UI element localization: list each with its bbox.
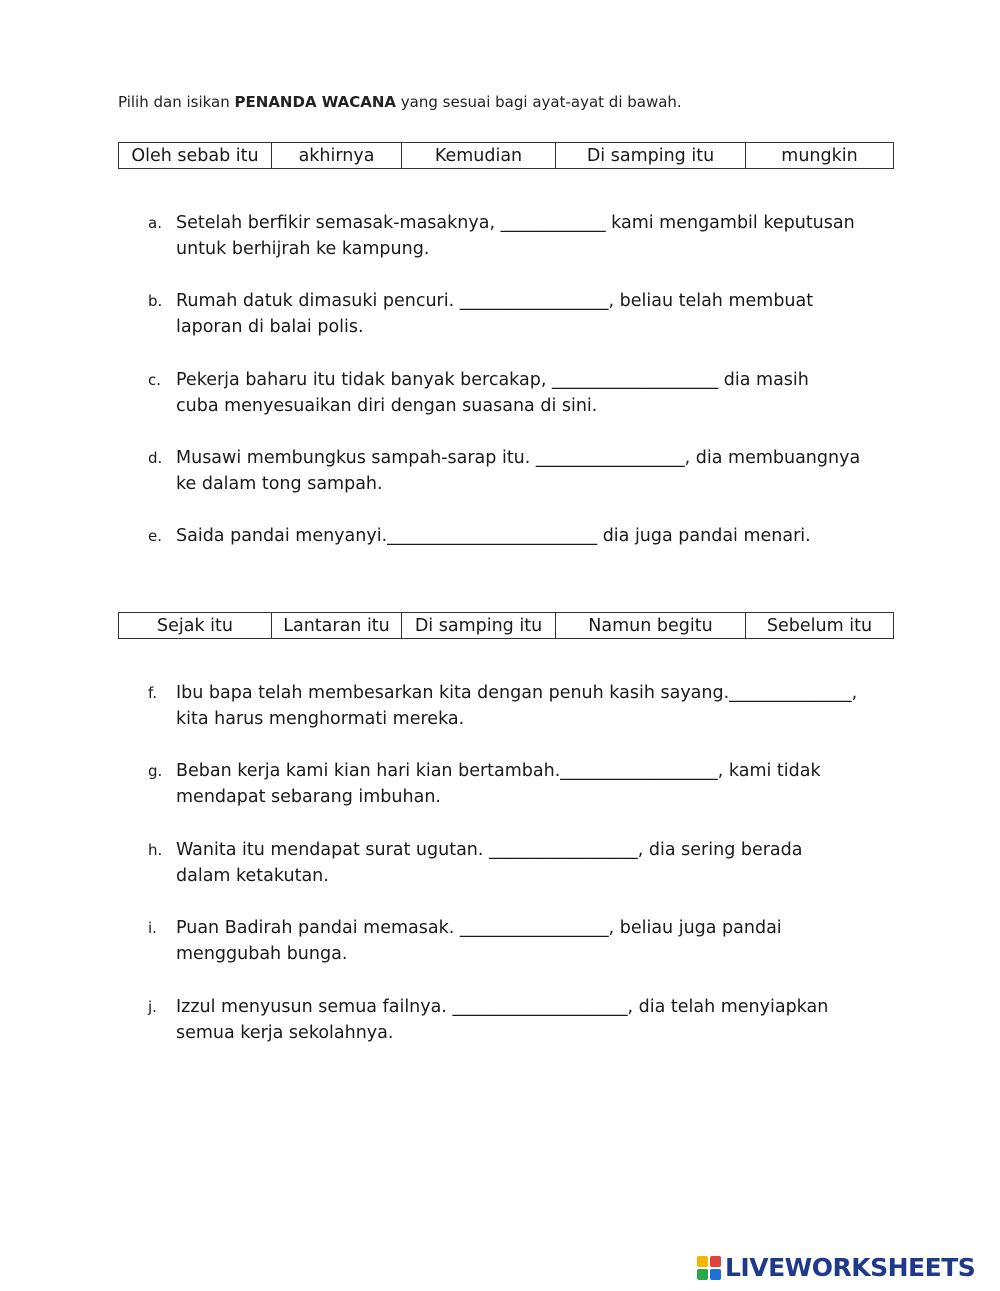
question-line: untuk berhijrah ke kampung. [176, 239, 430, 259]
question-line: kita harus menghormati mereka. [176, 709, 465, 729]
question-letter: e. [148, 527, 162, 545]
logo-block [697, 1269, 708, 1280]
word-bank-cell: Kemudian [402, 143, 556, 169]
instruction-text [118, 93, 682, 111]
word-bank-cell: Oleh sebab itu [119, 143, 272, 169]
question-letter: f. [148, 684, 157, 702]
question-line: Ibu bapa telah membesarkan kita dengan penuh kasih sayang.______________, [176, 683, 858, 703]
question-line: Rumah datuk dimasuki pencuri. _________________, beliau telah membuat [176, 291, 814, 311]
question-line: Saida pandai menyanyi.________________________ dia juga pandai menari. [176, 526, 811, 546]
question-d [148, 445, 908, 497]
logo-block [697, 1256, 708, 1267]
instruction-keyword: PENANDA WACANA [234, 93, 397, 111]
word-bank-cell: Sejak itu [119, 613, 272, 639]
question-line: Musawi membungkus sampah-sarap itu. _________________, dia membuangnya [176, 448, 861, 468]
liveworksheets-logo [697, 1253, 975, 1282]
question-letter: b. [148, 292, 163, 310]
logo-blocks-icon [697, 1256, 721, 1280]
word-bank-cell: Di samping itu [402, 613, 556, 639]
question-h [148, 837, 908, 889]
question-j [148, 994, 908, 1046]
word-bank-cell: Sebelum itu [746, 613, 894, 639]
question-line: dalam ketakutan. [176, 866, 329, 886]
word-bank-cell: Namun begitu [556, 613, 746, 639]
question-line: cuba menyesuaikan diri dengan suasana di sini. [176, 396, 598, 416]
word-bank-cell: mungkin [746, 143, 894, 169]
question-line: Puan Badirah pandai memasak. _________________, beliau juga pandai [176, 918, 782, 938]
question-line: Izzul menyusun semua failnya. ____________________, dia telah menyiapkan [176, 997, 829, 1017]
question-letter: g. [148, 762, 163, 780]
question-g [148, 758, 908, 810]
question-f [148, 680, 908, 732]
logo-block [710, 1256, 721, 1267]
question-letter: h. [148, 841, 163, 859]
logo-text: LIVEWORKSHEETS [725, 1253, 976, 1282]
question-line: Setelah berfikir semasak-masaknya, ____________ kami mengambil keputusan [176, 213, 855, 233]
question-e [148, 523, 908, 549]
question-b [148, 288, 908, 340]
question-line: menggubah bunga. [176, 944, 348, 964]
question-line: Beban kerja kami kian hari kian bertambah.__________________, kami tidak [176, 761, 821, 781]
word-bank-2 [118, 612, 894, 639]
instruction-prefix: Pilih dan isikan [118, 93, 235, 111]
question-line: Wanita itu mendapat surat ugutan. _________________, dia sering berada [176, 840, 803, 860]
question-letter: a. [148, 214, 162, 232]
word-bank-cell: Lantaran itu [272, 613, 402, 639]
question-letter: j. [148, 998, 157, 1016]
question-letter: d. [148, 449, 163, 467]
logo-block [710, 1269, 721, 1280]
question-line: laporan di balai polis. [176, 317, 364, 337]
question-a [148, 210, 908, 262]
question-c [148, 367, 908, 419]
question-line: ke dalam tong sampah. [176, 474, 383, 494]
instruction-suffix: yang sesuai bagi ayat-ayat di bawah. [396, 93, 682, 111]
question-i [148, 915, 908, 967]
question-line: semua kerja sekolahnya. [176, 1023, 394, 1043]
question-line: mendapat sebarang imbuhan. [176, 787, 441, 807]
word-bank-cell: akhirnya [272, 143, 402, 169]
word-bank-1 [118, 142, 894, 169]
word-bank-cell: Di samping itu [556, 143, 746, 169]
question-letter: c. [148, 371, 162, 389]
question-letter: i. [148, 919, 157, 937]
question-line: Pekerja baharu itu tidak banyak bercakap, ___________________ dia masih [176, 370, 809, 390]
